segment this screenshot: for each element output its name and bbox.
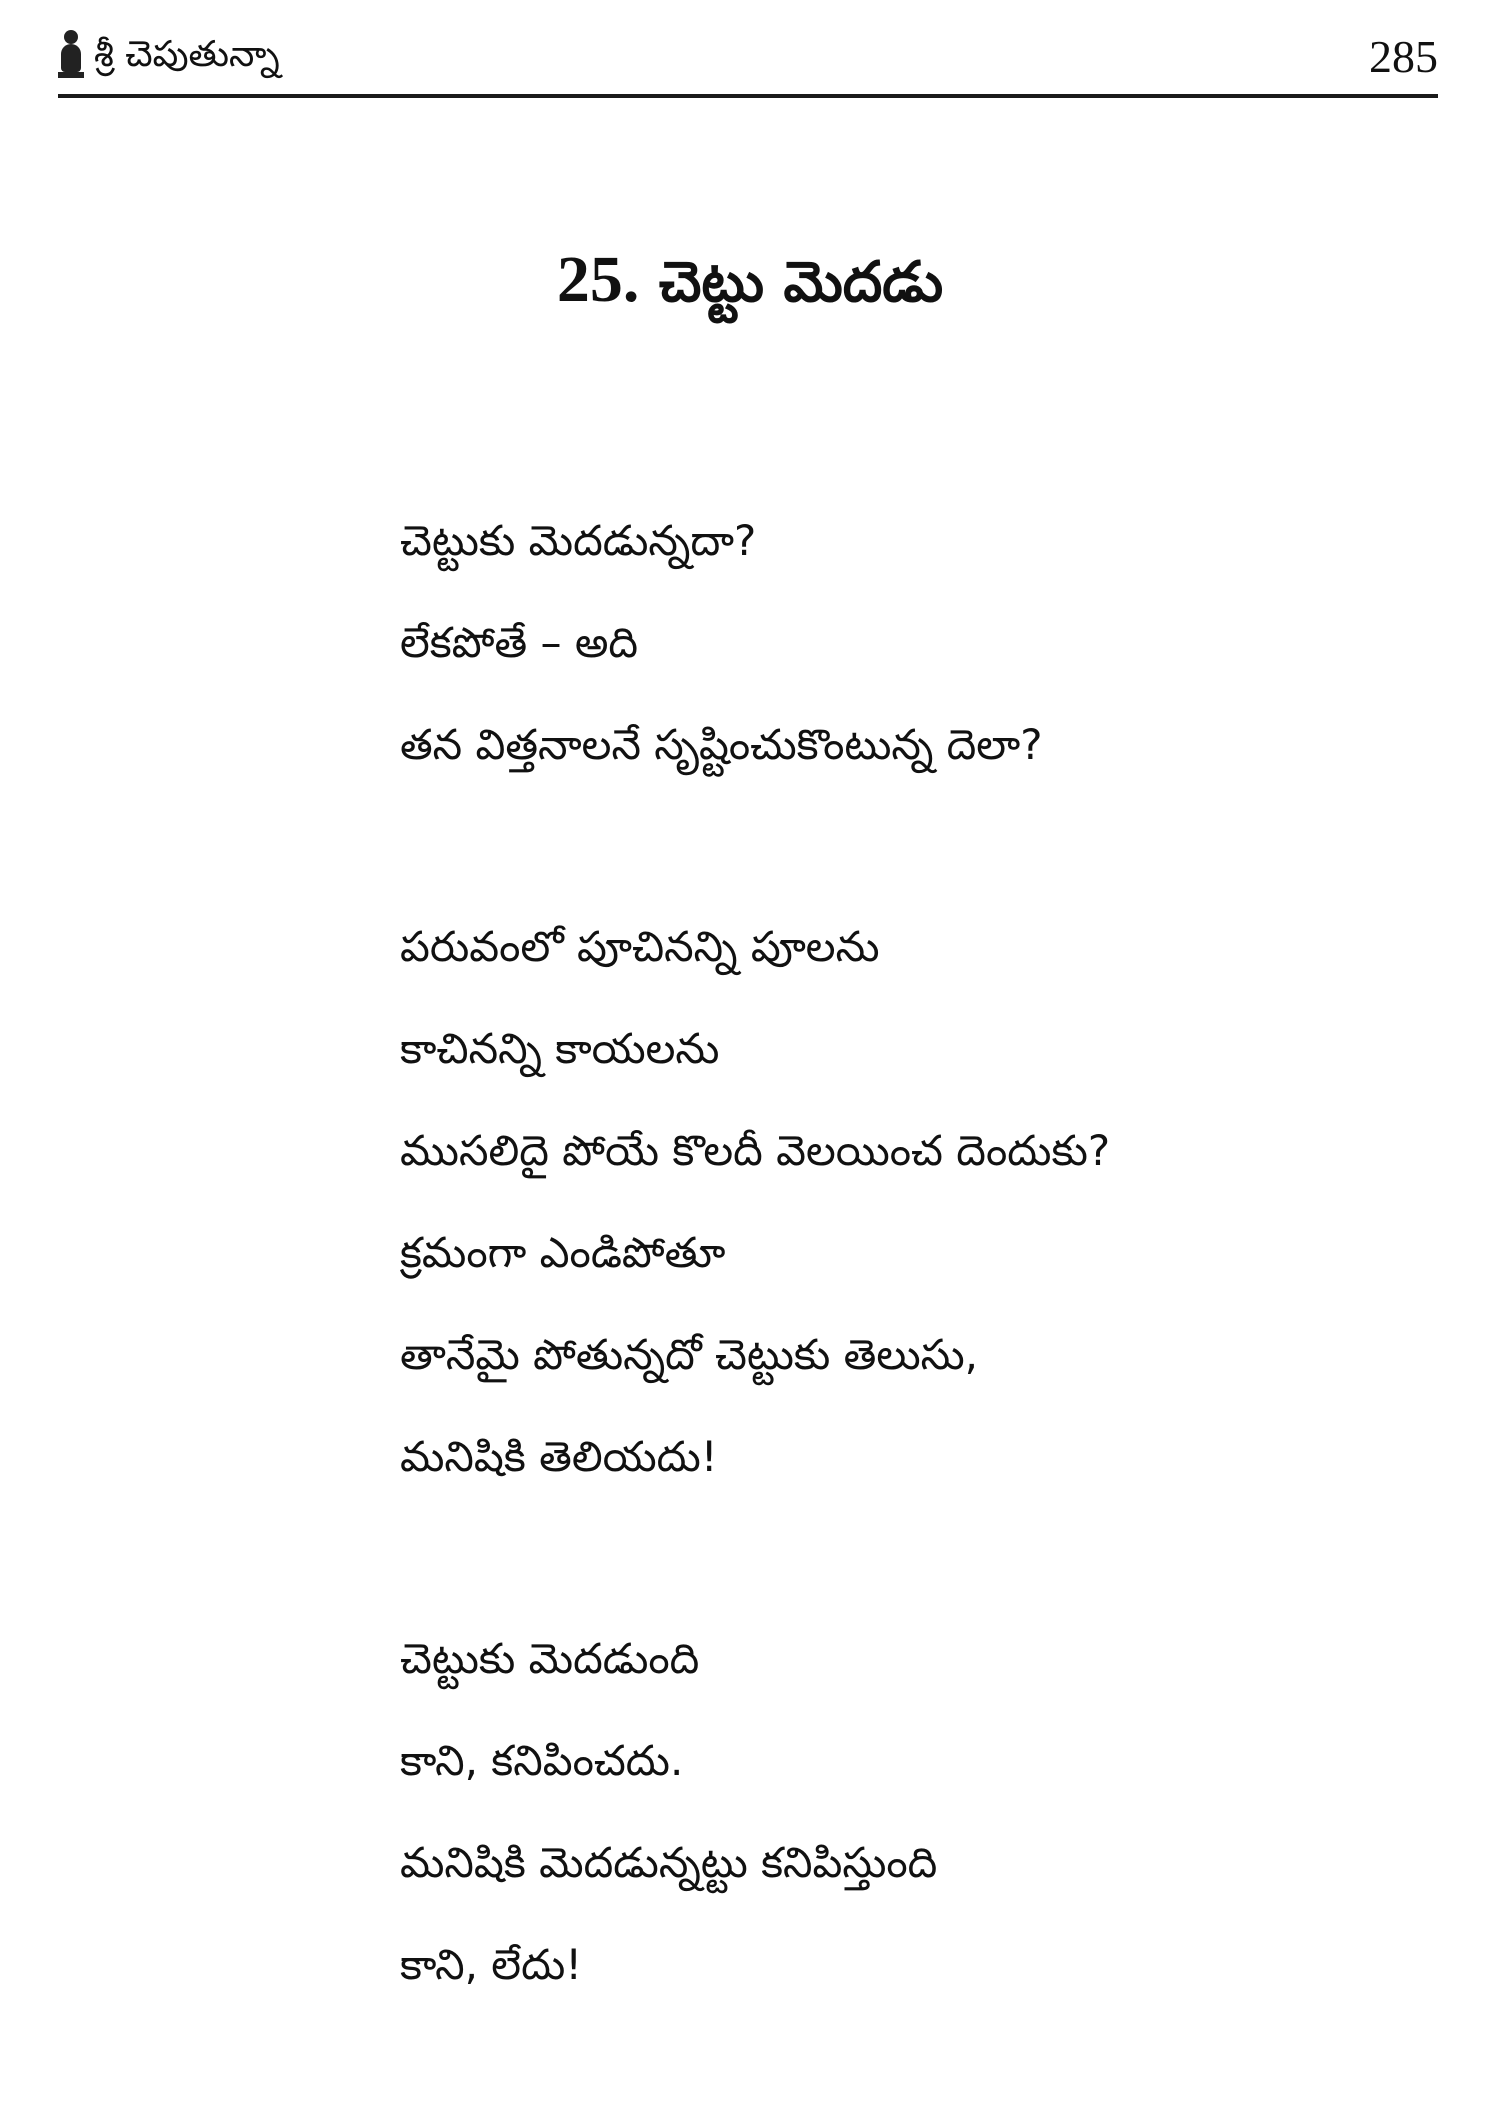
header-left <box>58 30 280 80</box>
stanza-2 <box>400 896 1450 1508</box>
poem-line: కాని, కనిపించదు. <box>400 1736 684 1785</box>
poem-line: కాచినన్ని కాయలను <box>400 1024 720 1073</box>
poem-line: లేకపోతే – అది <box>400 618 639 667</box>
poem-line: తన విత్తనాలనే సృష్టించుకొంటున్న దెలా? <box>400 720 1043 769</box>
page-number: 285 <box>1369 31 1438 82</box>
chapter-number: 25. <box>556 243 640 316</box>
author-logo-icon <box>58 30 84 80</box>
poem-line: మనిషికి మెదడున్నట్టు కనిపిస్తుంది <box>400 1838 938 1887</box>
poem-line: పరువంలో పూచినన్ని పూలను <box>400 922 880 971</box>
running-title: శ్రీ చెపుతున్నా <box>94 34 280 75</box>
poem-line: చెట్టుకు మెదడున్నదా? <box>400 516 757 565</box>
stanza-1 <box>400 490 1450 796</box>
stanza-3 <box>400 1608 1450 2016</box>
poem-line: తానేమై పోతున్నదో చెట్టుకు తెలుసు, <box>400 1330 979 1379</box>
chapter-title: చెట్టు మెదడు <box>658 250 944 315</box>
poem-line: క్రమంగా ఎండిపోతూ <box>400 1228 726 1277</box>
poem-line: మనిషికి తెలియదు! <box>400 1432 718 1481</box>
poem-line: చెట్టుకు మెదడుంది <box>400 1634 700 1683</box>
poem-body <box>400 490 1450 2116</box>
running-header <box>58 18 1438 98</box>
chapter-heading <box>0 240 1500 319</box>
poem-line: కాని, లేదు! <box>400 1940 583 1989</box>
poem-line: ముసలిదై పోయే కొలదీ వెలయించ దెందుకు? <box>400 1126 1111 1175</box>
